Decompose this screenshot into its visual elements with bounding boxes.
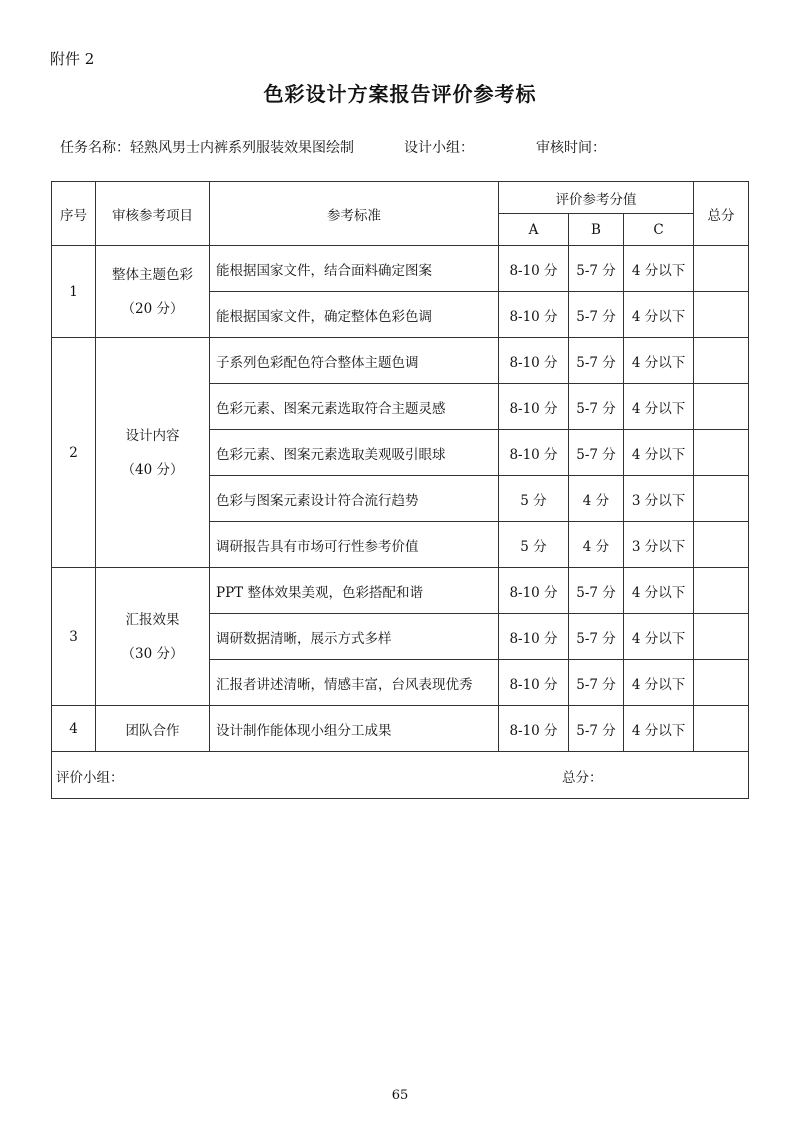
standard-cell: 汇报者讲述清晰，情感丰富，台风表现优秀 [210, 660, 499, 706]
review-time: 审核时间： [536, 140, 606, 156]
score-a-cell: 8-10 分 [499, 246, 569, 292]
score-b-cell: 5-7 分 [569, 338, 624, 384]
header-no: 序号 [52, 182, 96, 246]
group-item-points: （40 分） [121, 461, 184, 478]
group-no: 2 [52, 338, 96, 568]
total-cell [694, 476, 749, 522]
standard-cell: 设计制作能体现小组分工成果 [210, 706, 499, 752]
score-b-cell: 4 分 [569, 522, 624, 568]
total-cell [694, 246, 749, 292]
total-cell [694, 338, 749, 384]
score-c-cell: 4 分以下 [624, 614, 694, 660]
score-c-cell: 4 分以下 [624, 292, 694, 338]
header-standard: 参考标准 [210, 182, 499, 246]
group-no: 4 [52, 706, 96, 752]
group-no: 1 [52, 246, 96, 338]
standard-cell: 调研数据清晰，展示方式多样 [210, 614, 499, 660]
score-a-cell: 8-10 分 [499, 614, 569, 660]
score-c-cell: 3 分以下 [624, 522, 694, 568]
score-a-cell: 8-10 分 [499, 660, 569, 706]
score-c-cell: 4 分以下 [624, 430, 694, 476]
score-c-cell: 4 分以下 [624, 338, 694, 384]
group-item-name: 设计内容 [125, 427, 180, 444]
score-b-cell: 5-7 分 [569, 706, 624, 752]
header-row [52, 182, 749, 214]
header-a: A [499, 214, 569, 246]
score-c-cell: 3 分以下 [624, 476, 694, 522]
score-a-cell: 5 分 [499, 476, 569, 522]
header-c: C [624, 214, 694, 246]
header-b: B [569, 214, 624, 246]
eval-group-label: 评价小组： [56, 770, 124, 786]
design-group: 设计小组： [404, 140, 474, 156]
score-a-cell: 8-10 分 [499, 384, 569, 430]
group-item [96, 338, 210, 568]
total-cell [694, 292, 749, 338]
score-a-cell: 8-10 分 [499, 338, 569, 384]
group-item-name: 汇报效果 [125, 611, 180, 628]
header-item: 审核参考项目 [96, 182, 210, 246]
task-meta-line [60, 137, 606, 157]
standard-cell: PPT 整体效果美观，色彩搭配和谐 [210, 568, 499, 614]
score-b-cell: 4 分 [569, 476, 624, 522]
header-total: 总分 [694, 182, 749, 246]
score-b-cell: 5-7 分 [569, 660, 624, 706]
group-no: 3 [52, 568, 96, 706]
table-row [52, 568, 749, 614]
table-row [52, 338, 749, 384]
table-row [52, 706, 749, 752]
score-b-cell: 5-7 分 [569, 292, 624, 338]
score-a-cell: 8-10 分 [499, 292, 569, 338]
footer-row [52, 752, 749, 799]
score-a-cell: 8-10 分 [499, 430, 569, 476]
total-cell [694, 384, 749, 430]
standard-cell: 调研报告具有市场可行性参考价值 [210, 522, 499, 568]
attachment-label: 附件 2 [50, 50, 95, 68]
document-title: 色彩设计方案报告评价参考标 [263, 82, 537, 106]
group-item-points: （30 分） [121, 645, 184, 662]
score-b-cell: 5-7 分 [569, 430, 624, 476]
header-score-group: 评价参考分值 [499, 182, 694, 214]
score-c-cell: 4 分以下 [624, 660, 694, 706]
total-cell [694, 614, 749, 660]
score-c-cell: 4 分以下 [624, 568, 694, 614]
standard-cell: 能根据国家文件，结合面料确定图案 [210, 246, 499, 292]
score-a-cell: 8-10 分 [499, 706, 569, 752]
standard-cell: 色彩与图案元素设计符合流行趋势 [210, 476, 499, 522]
standard-cell: 色彩元素、图案元素选取美观吸引眼球 [210, 430, 499, 476]
group-item-name: 团队合作 [96, 706, 210, 752]
page-number: 65 [391, 1088, 409, 1103]
group-item [96, 568, 210, 706]
score-b-cell: 5-7 分 [569, 246, 624, 292]
grand-total-label: 总分： [562, 770, 603, 786]
total-cell [694, 660, 749, 706]
total-cell [694, 430, 749, 476]
group-item-points: （20 分） [121, 300, 184, 317]
footer-cell [52, 752, 749, 799]
score-b-cell: 5-7 分 [569, 384, 624, 430]
total-cell [694, 522, 749, 568]
score-b-cell: 5-7 分 [569, 568, 624, 614]
score-c-cell: 4 分以下 [624, 384, 694, 430]
group-item [96, 246, 210, 338]
score-c-cell: 4 分以下 [624, 706, 694, 752]
standard-cell: 色彩元素、图案元素选取符合主题灵感 [210, 384, 499, 430]
score-b-cell: 5-7 分 [569, 614, 624, 660]
score-c-cell: 4 分以下 [624, 246, 694, 292]
score-a-cell: 5 分 [499, 522, 569, 568]
standard-cell: 子系列色彩配色符合整体主题色调 [210, 338, 499, 384]
evaluation-table [51, 181, 749, 799]
task-name: 任务名称：轻熟风男士内裤系列服装效果图绘制 [60, 140, 354, 156]
group-item-name: 整体主题色彩 [112, 266, 193, 283]
table-row [52, 246, 749, 292]
score-a-cell: 8-10 分 [499, 568, 569, 614]
total-cell [694, 568, 749, 614]
total-cell [694, 706, 749, 752]
standard-cell: 能根据国家文件，确定整体色彩色调 [210, 292, 499, 338]
